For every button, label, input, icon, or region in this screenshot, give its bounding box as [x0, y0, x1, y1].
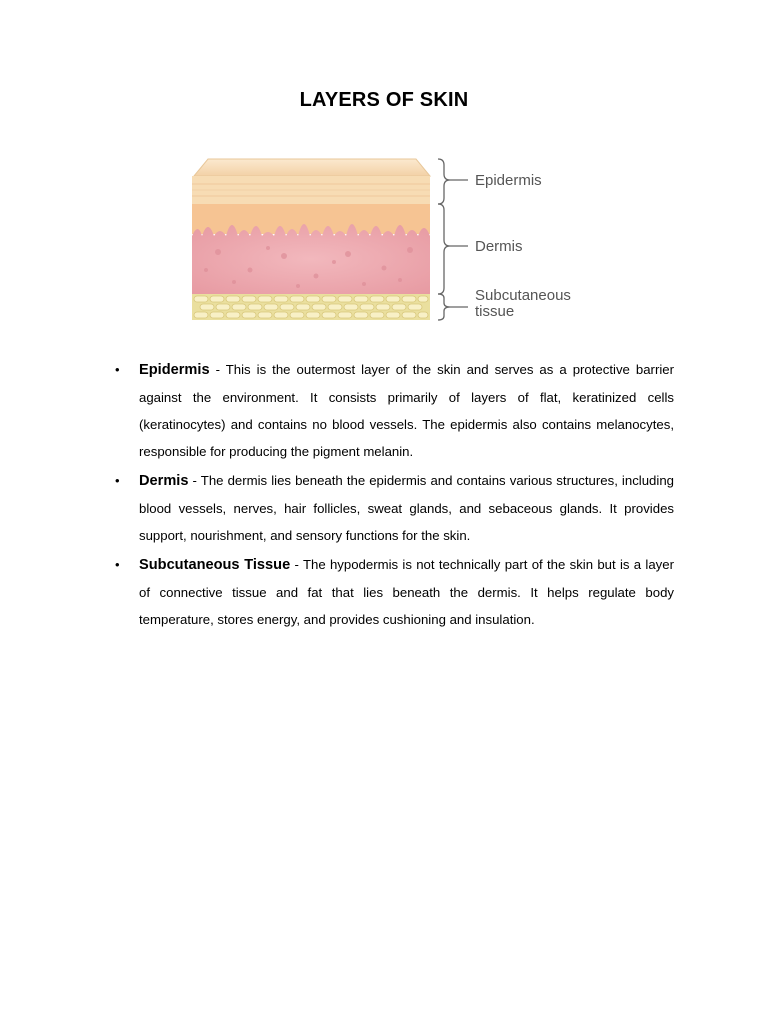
bullet-icon: • [115, 557, 120, 572]
label-dermis: Dermis [475, 238, 523, 255]
layer-descriptions-list [113, 356, 674, 635]
term-epidermis: Epidermis [139, 362, 210, 378]
term-dermis: Dermis [139, 473, 189, 489]
layer-brackets [438, 159, 468, 320]
separator: - [290, 557, 303, 572]
list-item-dermis [113, 467, 674, 549]
subcutaneous-layer-graphic [192, 294, 430, 320]
epidermis-layer-graphic [192, 159, 430, 234]
description-epidermis: This is the outermost layer of the skin and serves as a protective barrier against the environment. It consists primarily of layers of flat, keratinized cells (keratinocytes) and contains no blood vessels. The epidermis also contains melanocytes, responsible for producing the pigment melanin. [139, 362, 674, 459]
separator: - [188, 473, 201, 488]
skin-layers-figure [188, 152, 608, 328]
label-epidermis: Epidermis [475, 172, 542, 189]
list-item-epidermis [113, 356, 674, 465]
page-title: LAYERS OF SKIN [299, 89, 469, 111]
dermis-layer-graphic [192, 224, 430, 294]
term-subcutaneous: Subcutaneous Tissue [139, 557, 291, 573]
list-item-subcutaneous [113, 551, 674, 633]
separator: - [209, 362, 226, 377]
description-dermis: The dermis lies beneath the epidermis and contains various structures, including blood vessels, nerves, hair follicles, sweat glands, and sebaceous glands. It provides support, nourishment, and sensory functions for the skin. [139, 473, 674, 543]
bullet-icon: • [115, 362, 120, 377]
label-subcutaneous-line2: tissue [475, 303, 515, 320]
bullet-icon: • [115, 473, 120, 488]
label-subcutaneous-line1: Subcutaneous [475, 287, 571, 304]
description-subcutaneous: The hypodermis is not technically part of the skin but is a layer of connective tissue and fat that lies beneath the dermis. It helps regulate body temperature, stores energy, and provides cushioning and insulation. [139, 557, 674, 627]
